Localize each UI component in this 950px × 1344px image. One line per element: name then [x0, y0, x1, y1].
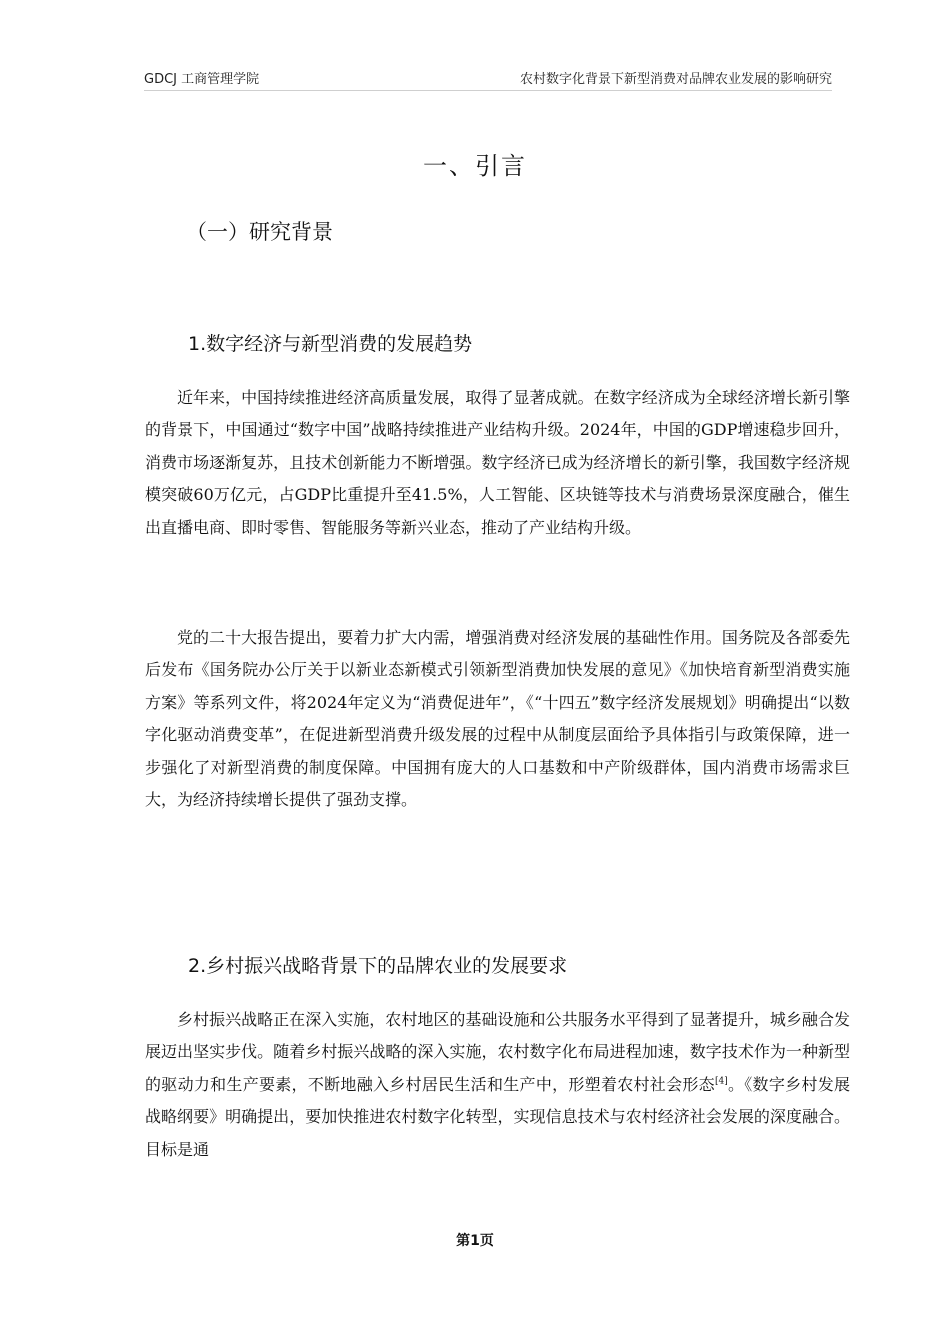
paragraph-text-part1: 乡村振兴战略正在深入实施，农村地区的基础设施和公共服务水平得到了显著提升，城乡融合发展迈出坚实步伐。随着乡村振兴战略的深入实施，农村数字化布局进程加速，数字技术作为一种新型的驱动力和生产要素，不断地融入乡村居民生活和生产中，形塑着农村社会形态 [145, 1010, 850, 1094]
chapter-title: 一、引言 [423, 152, 527, 180]
page-number: 第1页 [456, 1233, 494, 1249]
paragraph-digital-economy: 近年来，中国持续推进经济高质量发展，取得了显著成就。在数字经济成为全球经济增长新引擎的背景下，中国通过“数字中国”战略持续推进产业结构升级。2024年，中国的GDP增速稳步回升，消费市场逐渐复苏，且技术创新能力不断增强。数字经济已成为经济增长的新引擎，我国数字经济规模突破60万亿元，占GDP比重提升至41.5%，人工智能、区块链等技术与消费场景深度融合，催生出直播电商、即时零售、智能服务等新兴业态，推动了产业结构升级。 [145, 388, 850, 537]
page-header [144, 66, 832, 91]
subsection-title-2: 2.乡村振兴战略背景下的品牌农业的发展要求 [188, 955, 568, 977]
paragraph-text-part2: 。《数字乡村发展战略纲要》明确提出，要加快推进农村数字化转型，实现信息技术与农村经济社会发展的深度融合。目标是通 [145, 1074, 850, 1159]
section-title: （一）研究背景 [186, 220, 333, 244]
citation-reference: [4] [714, 1076, 728, 1087]
paragraph-rural-revitalization [145, 1004, 850, 1166]
header-paper-title: 农村数字化背景下新型消费对品牌农业发展的影响研究 [519, 72, 832, 87]
header-school: GDCJ 工商管理学院 [144, 72, 260, 87]
paragraph-policy: 党的二十大报告提出，要着力扩大内需，增强消费对经济发展的基础性作用。国务院及各部委先后发布《国务院办公厅关于以新业态新模式引领新型消费加快发展的意见》《加快培育新型消费实施方案》等系列文件，将2024年定义为“消费促进年”，《“十四五”数字经济发展规划》明确提出“以数字化驱动消费变革”，在促进新型消费升级发展的过程中从制度层面给予具体指引与政策保障，进一步强化了对新型消费的制度保障。中国拥有庞大的人口基数和中产阶级群体，国内消费市场需求巨大，为经济持续增长提供了强劲支撑。 [145, 628, 850, 810]
subsection-title-1: 1.数字经济与新型消费的发展趋势 [188, 333, 473, 355]
